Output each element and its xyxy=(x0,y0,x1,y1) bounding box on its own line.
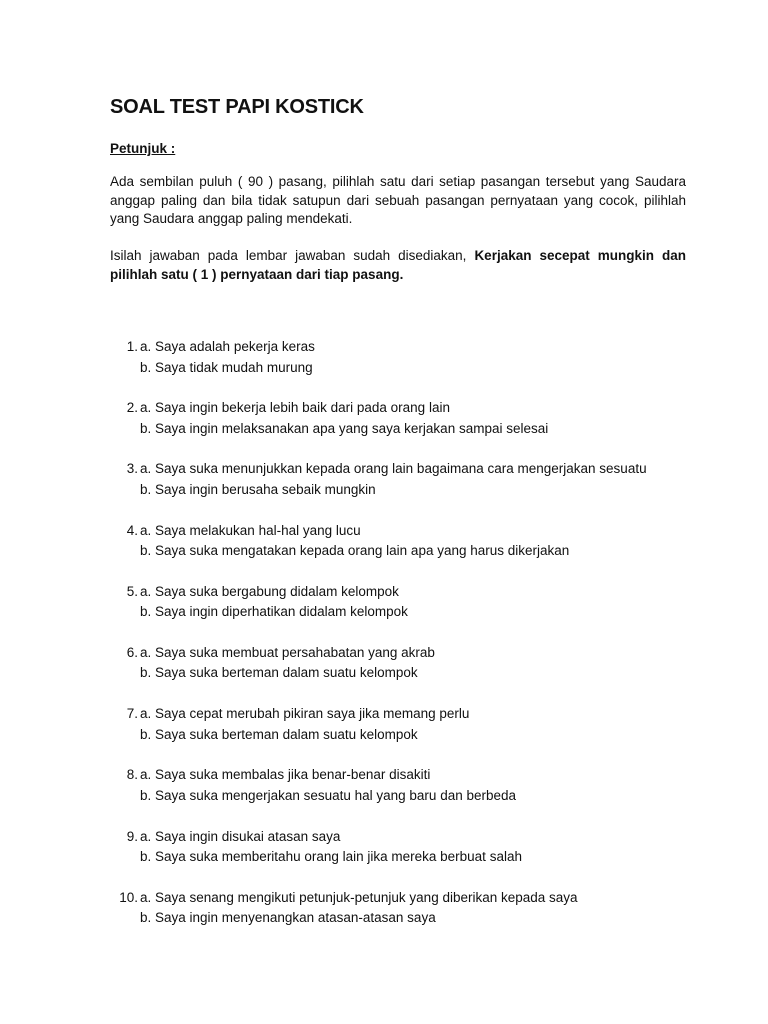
option-a: a. Saya ingin bekerja lebih baik dari pada orang lain xyxy=(140,400,450,416)
question-item xyxy=(0,337,768,398)
option-b: b. Saya suka berteman dalam suatu kelompok xyxy=(140,726,418,742)
question-number: 9. xyxy=(126,828,138,844)
option-b: b. Saya suka memberitahu orang lain jika mereka berbuat salah xyxy=(140,849,522,864)
option-b: b. Saya ingin diperhatikan didalam kelompok xyxy=(140,604,408,620)
question-item xyxy=(0,888,768,949)
instruction-paragraph-2-plain: Isilah jawaban pada lembar jawaban sudah disediakan, xyxy=(110,248,475,263)
option-b: b. Saya ingin melaksanakan apa yang saya kerjakan sampai selesai xyxy=(140,420,549,436)
instruction-paragraph-1: Ada sembilan puluh ( 90 ) pasang, pilihlah satu dari setiap pasangan tersebut yang Saudara anggap paling dan bila tidak satupun dari sebuah pasangan pernyataan yang cocok, pilihlah yang Saudara anggap paling mendekati. xyxy=(110,174,686,227)
question-number: 5. xyxy=(126,583,138,599)
page-title: SOAL TEST PAPI KOSTICK xyxy=(110,96,364,118)
option-a: a. Saya ingin disukai atasan saya xyxy=(140,828,341,844)
option-a: a. Saya suka membuat persahabatan yang akrab xyxy=(140,644,435,660)
instruction-heading xyxy=(110,141,175,156)
option-a: a. Saya adalah pekerja keras xyxy=(140,339,315,354)
option-a: a. Saya suka bergabung didalam kelompok xyxy=(140,583,399,599)
option-a: a. Saya suka membalas jika benar-benar disakiti xyxy=(140,767,431,783)
question-number: 1. xyxy=(126,339,138,354)
option-b: b. Saya tidak mudah murung xyxy=(140,359,313,375)
question-item xyxy=(0,521,768,582)
instruction-paragraph-2 xyxy=(110,247,686,284)
question-number: 7. xyxy=(126,706,138,722)
question-number: 6. xyxy=(126,644,138,660)
option-b: b. Saya suka berteman dalam suatu kelompok xyxy=(140,665,418,681)
option-a: a. Saya suka menunjukkan kepada orang lain bagaimana cara mengerjakan sesuatu xyxy=(140,461,647,477)
option-b: b. Saya ingin menyenangkan atasan-atasan saya xyxy=(140,910,436,926)
question-item xyxy=(0,459,768,520)
question-number: 8. xyxy=(126,767,138,783)
option-b: b. Saya suka mengatakan kepada orang lain apa yang harus dikerjakan xyxy=(140,543,570,559)
question-number: 10. xyxy=(119,889,138,905)
question-list xyxy=(0,337,768,949)
instruction-label: Petunjuk xyxy=(110,141,168,156)
question-item xyxy=(0,765,768,826)
option-b: b. Saya ingin berusaha sebaik mungkin xyxy=(140,481,376,497)
question-item xyxy=(0,582,768,643)
question-item xyxy=(0,827,768,888)
question-item xyxy=(0,704,768,765)
question-item xyxy=(0,398,768,459)
option-b: b. Saya suka mengerjakan sesuatu hal yang baru dan berbeda xyxy=(140,787,517,803)
instruction-colon: : xyxy=(167,141,176,156)
question-number: 4. xyxy=(126,522,138,538)
instruction-paragraph-2-bold: Kerjakan secepat mungkin dan pilihlah satu ( 1 ) pernyataan dari tiap pasang. xyxy=(110,248,686,282)
question-number: 2. xyxy=(126,400,138,416)
option-a: a. Saya senang mengikuti petunjuk-petunjuk yang diberikan kepada saya xyxy=(140,889,578,905)
question-item xyxy=(0,643,768,704)
option-a: a. Saya cepat merubah pikiran saya jika memang perlu xyxy=(140,706,470,722)
option-a: a. Saya melakukan hal-hal yang lucu xyxy=(140,522,361,538)
question-number: 3. xyxy=(126,461,138,477)
